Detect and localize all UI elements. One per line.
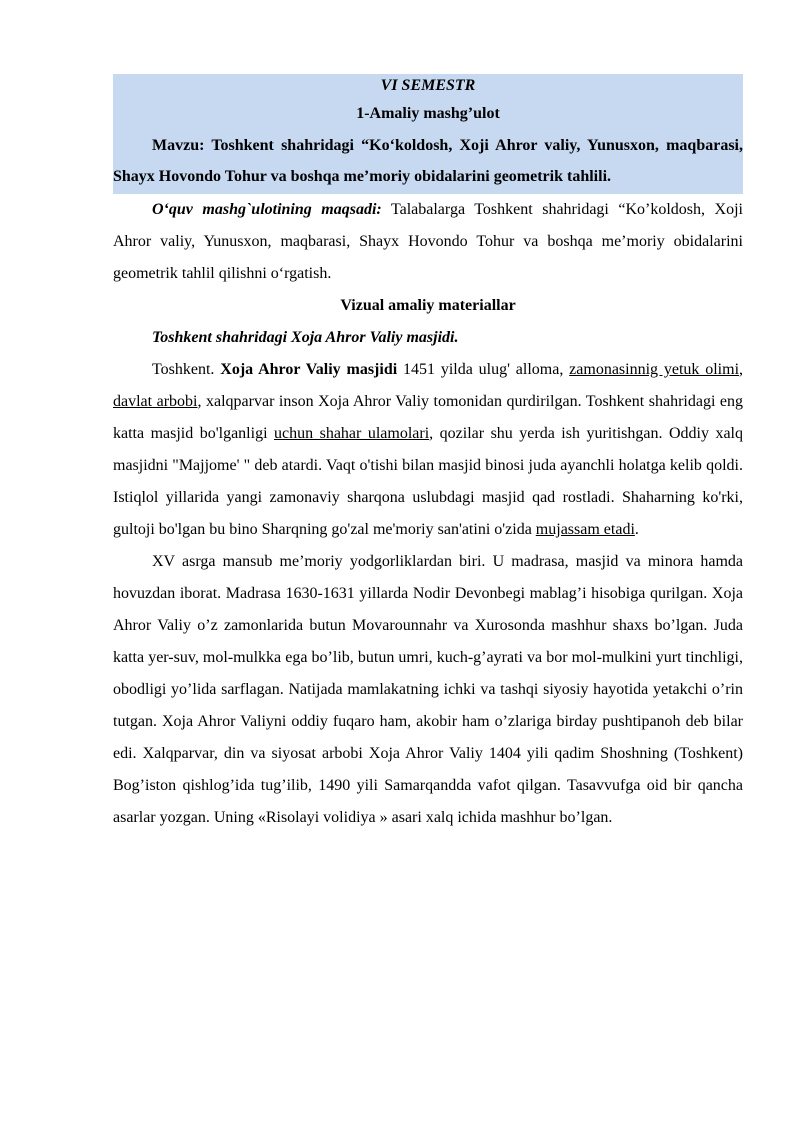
- lesson-goal: [113, 194, 743, 290]
- underlined-link[interactable]: zamonasinnig yetuk olimi: [569, 361, 740, 378]
- paragraph-mosque: [113, 354, 743, 546]
- mosque-name: Xoja Ahror Valiy masjidi: [220, 361, 398, 378]
- mosque-subheading: Toshkent shahridagi Xoja Ahror Valiy masjidi.: [152, 329, 459, 346]
- underlined-link[interactable]: mujassam etadi: [535, 521, 635, 538]
- lesson-title: 1-Amaliy mashg’ulot: [356, 105, 500, 122]
- highlighted-header-block: [113, 74, 743, 194]
- text-span: ,: [739, 361, 744, 378]
- text-span: , xalqparvar inson Xoja Ahror Valiy tomonidan qurdirilgan. Toshkent shahridagi eng katta masjid bo'lganligi: [113, 393, 743, 442]
- semester-heading: VI SEMESTR: [380, 77, 476, 94]
- underlined-link[interactable]: davlat arbobi: [113, 393, 198, 410]
- text-span: Toshkent.: [152, 361, 221, 378]
- underlined-link[interactable]: uchun shahar ulamolari: [274, 425, 430, 442]
- text-span: 1451 yilda ulug' alloma,: [397, 361, 570, 378]
- paragraph-history: XV asrga mansub me’moriy yodgorliklardan biri. U madrasa, masjid va minora hamda hovuzdan iborat. Madrasa 1630-1631 yillarda Nodir Devonbegi mablag’i hisobiga qurilgan. Xoja Ahror Valiy o’z zamonlarida butun Movarounnahr va Xurosonda mashhur shaxs bo’lgan. Juda katta yer-suv, mol-mulkka ega bo’lib, butun umri, kuch-g’ayrati va bor mol-mulkini yurt tinchligi, obodligi yo’lida sarflagan. Natijada mamlakatning ichki va tashqi siyosiy hayotida yetakchi o’rin tutgan. Xoja Ahror Valiyni oddiy fuqaro ham, akobir ham o’zlariga birday pushtipanoh deb bilar edi. Xalqparvar, din va siyosat arbobi Xoja Ahror Valiy 1404 yili qadim Shoshning (Toshkent) Bog’iston qishlog’ida tug’ilib, 1490 yili Samarqandda vafot qilgan. Tasavvufga oid bir qancha asarlar yozgan. Uning «Risolayi volidiya » asari xalq ichida mashhur bo’lgan.: [113, 553, 743, 826]
- text-span: , qozilar shu yerda ish yuritishgan. Oddiy xalq masjidni "Majjome' " deb atardi. Vaqt o'tishi bilan masjid binosi juda ayanchli holatga kelib qoldi. Istiqlol yillarida yangi zamonaviy sharqona uslubdagi masjid qad rostladi. Shaharning ko'rki, gultoji bo'lgan bu bino Sharqning go'zal me'moriy san'atini o'zida: [113, 425, 743, 538]
- text-span: .: [634, 521, 639, 538]
- page-content: [113, 74, 743, 834]
- goal-label: O‘quv mashg`ulotining maqsadi:: [152, 201, 382, 218]
- topic-heading: Mavzu: Toshkent shahridagi “Ko‘koldosh, Xoji Ahror valiy, Yunusxon, maqbarasi, Shayx Hovondo Tohur va boshqa me’moriy obidalarini geometrik tahlili.: [113, 137, 743, 185]
- goal-text: Talabalarga Toshkent shahridagi “Ko’koldosh, Xoji Ahror valiy, Yunusxon, maqbarasi, Shayx Hovondo Tohur va boshqa me’moriy obidalarini geometrik tahlil qilishni o‘rgatish.: [113, 201, 743, 282]
- visual-materials-heading: Vizual amaliy materiallar: [340, 297, 516, 314]
